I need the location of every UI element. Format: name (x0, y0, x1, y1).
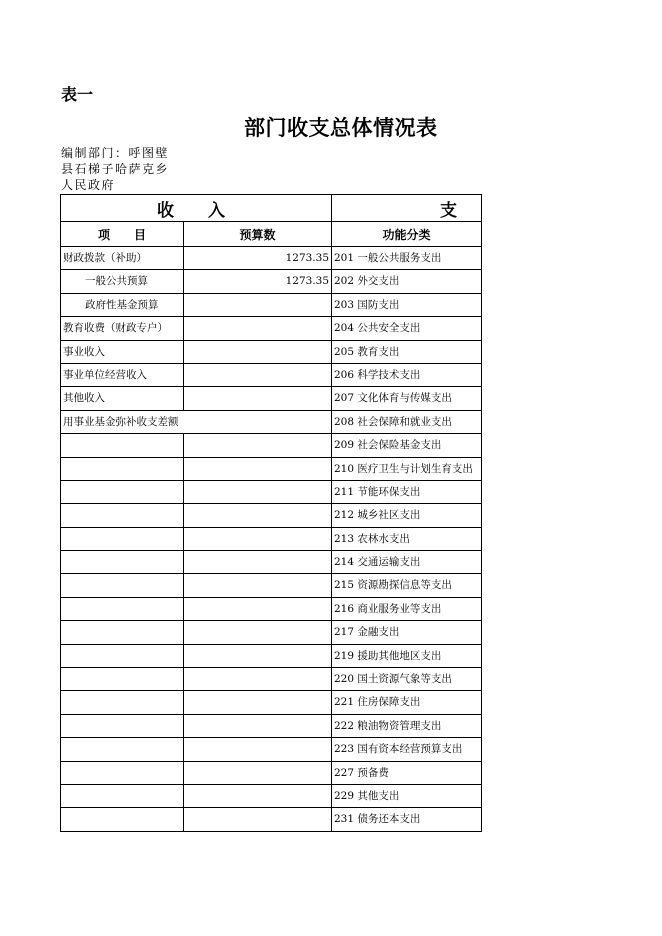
income-item-cell (61, 715, 184, 738)
income-amount-cell (184, 551, 332, 574)
table-row (61, 270, 482, 293)
income-amount-cell (184, 621, 332, 644)
table-row (61, 762, 482, 785)
function-category-cell: 221 住房保障支出 (332, 691, 482, 714)
table-row (61, 645, 482, 668)
function-category-cell: 211 节能环保支出 (332, 481, 482, 504)
income-item-cell: 教育收费（财政专户） (61, 317, 184, 340)
income-item-cell (61, 504, 184, 527)
income-item-cell (61, 691, 184, 714)
income-amount-cell (184, 458, 332, 481)
income-item-cell (61, 808, 184, 831)
table-row (61, 294, 482, 317)
department-line: 县石梯子哈萨克乡 (61, 162, 170, 176)
table-row (61, 574, 482, 597)
income-item-cell (61, 668, 184, 691)
income-item-cell (61, 481, 184, 504)
function-category-cell: 212 城乡社区支出 (332, 504, 482, 527)
table-row (61, 598, 482, 621)
income-amount-cell (184, 294, 332, 317)
income-amount-cell (184, 598, 332, 621)
function-category-cell: 208 社会保障和就业支出 (332, 411, 482, 434)
function-category-cell: 213 农林水支出 (332, 528, 482, 551)
table-row (61, 387, 482, 410)
function-category-cell: 214 交通运输支出 (332, 551, 482, 574)
income-item-cell (61, 762, 184, 785)
function-category-cell: 219 援助其他地区支出 (332, 645, 482, 668)
function-category-cell: 216 商业服务业等支出 (332, 598, 482, 621)
function-category-cell: 204 公共安全支出 (332, 317, 482, 340)
income-amount-cell (184, 387, 332, 410)
income-amount-cell (184, 645, 332, 668)
table-row (61, 691, 482, 714)
table-row (61, 785, 482, 808)
income-amount-cell (184, 364, 332, 387)
income-amount-cell (184, 715, 332, 738)
income-item-cell (61, 598, 184, 621)
department-line: 人民政府 (61, 178, 116, 192)
income-amount-cell (184, 691, 332, 714)
income-amount-cell (184, 762, 332, 785)
table-row (61, 247, 482, 270)
income-item-cell (61, 574, 184, 597)
table-row (61, 481, 482, 504)
income-item-cell (61, 785, 184, 808)
income-amount-cell (184, 785, 332, 808)
budget-table (60, 194, 482, 832)
table-row (61, 738, 482, 761)
income-item-cell (61, 528, 184, 551)
function-category-cell: 227 预备费 (332, 762, 482, 785)
income-item-cell (61, 621, 184, 644)
department-label (61, 145, 187, 193)
function-category-cell: 229 其他支出 (332, 785, 482, 808)
income-item-cell: 其他收入 (61, 387, 184, 410)
income-amount-cell (184, 528, 332, 551)
income-item-cell: 事业单位经营收入 (61, 364, 184, 387)
department-line: 编制部门：呼图壁 (61, 146, 170, 160)
table-row (61, 621, 482, 644)
income-header: 收 入 (61, 195, 332, 222)
income-amount-cell (184, 574, 332, 597)
income-amount-cell (184, 411, 332, 434)
table-row (61, 551, 482, 574)
income-amount-cell (184, 504, 332, 527)
income-amount-cell (184, 668, 332, 691)
function-category-cell: 217 金融支出 (332, 621, 482, 644)
table-row (61, 458, 482, 481)
function-category-cell: 203 国防支出 (332, 294, 482, 317)
table-row (61, 341, 482, 364)
income-item-cell: 用事业基金弥补收支差额 (61, 411, 184, 434)
income-item-cell: 事业收入 (61, 341, 184, 364)
function-category-cell: 205 教育支出 (332, 341, 482, 364)
income-item-cell: 一般公共预算 (61, 270, 184, 293)
income-item-cell (61, 434, 184, 457)
income-item-cell: 财政拨款（补助） (61, 247, 184, 270)
function-category-cell: 210 医疗卫生与计划生育支出 (332, 458, 482, 481)
income-amount-cell (184, 317, 332, 340)
table-row (61, 364, 482, 387)
income-amount-cell (184, 434, 332, 457)
income-amount-cell: 1273.35 (184, 247, 332, 270)
function-category-cell: 206 科学技术支出 (332, 364, 482, 387)
income-item-cell (61, 738, 184, 761)
income-amount-cell: 1273.35 (184, 270, 332, 293)
expense-header: 支 (332, 195, 482, 222)
function-category-cell: 207 文化体育与传媒支出 (332, 387, 482, 410)
function-category-cell: 215 资源勘探信息等支出 (332, 574, 482, 597)
table-row (61, 528, 482, 551)
function-category-cell: 202 外交支出 (332, 270, 482, 293)
function-category-cell: 223 国有资本经营预算支出 (332, 738, 482, 761)
table-row (61, 434, 482, 457)
income-item-cell (61, 458, 184, 481)
table-label: 表一 (61, 85, 94, 104)
income-amount-cell (184, 738, 332, 761)
income-amount-cell (184, 808, 332, 831)
table-row (61, 504, 482, 527)
income-item-cell (61, 645, 184, 668)
income-item-cell (61, 551, 184, 574)
table-row (61, 808, 482, 831)
col-function-header: 功能分类 (332, 222, 482, 247)
col-budget-header: 预算数 (184, 222, 332, 247)
income-item-cell: 政府性基金预算 (61, 294, 184, 317)
table-row (61, 317, 482, 340)
function-category-cell: 209 社会保险基金支出 (332, 434, 482, 457)
page-title: 部门收支总体情况表 (244, 116, 438, 140)
table-row (61, 411, 482, 434)
function-category-cell: 220 国土资源气象等支出 (332, 668, 482, 691)
col-item-header: 项 目 (61, 222, 184, 247)
table-row (61, 715, 482, 738)
function-category-cell: 231 债务还本支出 (332, 808, 482, 831)
function-category-cell: 222 粮油物资管理支出 (332, 715, 482, 738)
income-amount-cell (184, 341, 332, 364)
income-amount-cell (184, 481, 332, 504)
table-column-header (61, 222, 482, 247)
table-group-header (61, 195, 482, 222)
function-category-cell: 201 一般公共服务支出 (332, 247, 482, 270)
table-row (61, 668, 482, 691)
